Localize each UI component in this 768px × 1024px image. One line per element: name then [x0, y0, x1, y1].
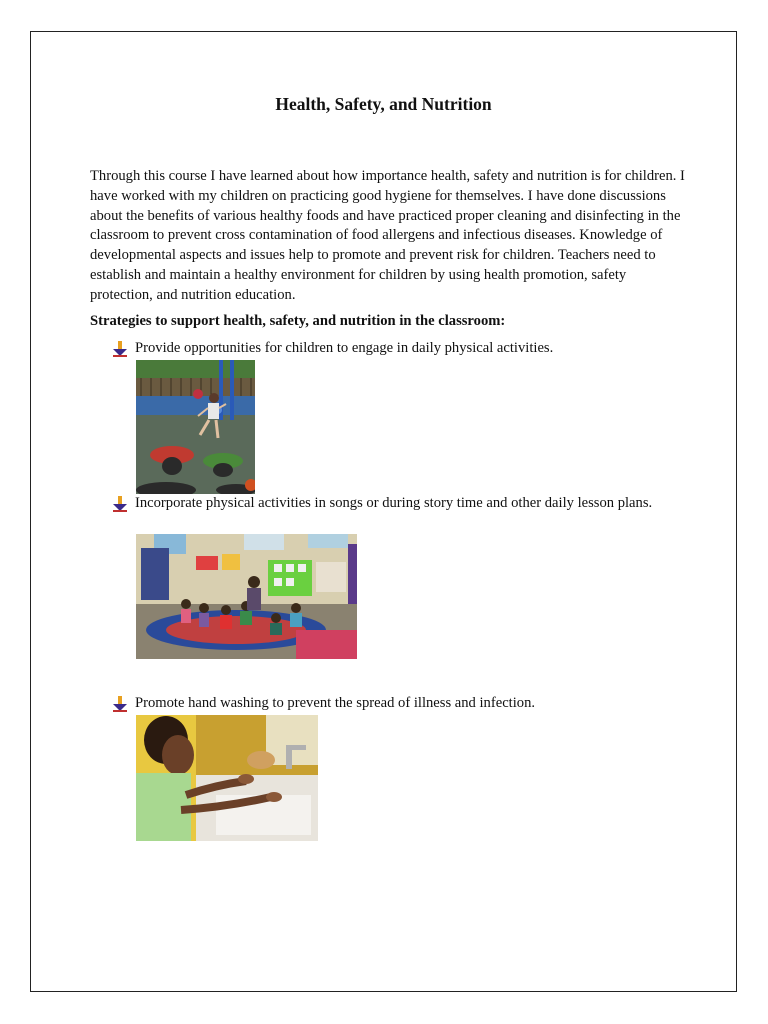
arrow-down-bullet-icon — [113, 696, 127, 712]
bullet-text: Incorporate physical activities in songs or during story time and other daily lesson plans. — [135, 495, 653, 511]
bullet-item — [113, 340, 553, 357]
bullet-item — [113, 495, 652, 512]
document-page — [30, 31, 737, 992]
bullet-text: Provide opportunities for children to engage in daily physical activities. — [135, 340, 554, 356]
child-handwashing-photo — [136, 715, 318, 841]
page-title: Health, Safety, and Nutrition — [275, 94, 492, 114]
intro-paragraph: Through this course I have learned about how importance health, safety and nutrition is for children. I have worked with my children on practicing good hygiene for themselves. I have done discussions about the benefits of various healthy foods and have practiced proper cleaning and disinfecting in the classroom to prevent cross contamination of food allergens and infectious diseases. Knowledge of developmental aspects and issues help to promote and prevent risk for children. Teachers need to establish and maintain a healthy environment for children by using health promotion, safety protection, and nutrition education. — [90, 168, 685, 303]
bullet-text: Promote hand washing to prevent the spread of illness and infection. — [135, 695, 536, 711]
strategies-heading: Strategies to support health, safety, and nutrition in the classroom: — [90, 313, 506, 329]
classroom-circle-time-photo — [136, 534, 357, 659]
child-playground-photo — [136, 360, 255, 494]
bullet-item — [113, 695, 535, 712]
arrow-down-bullet-icon — [113, 341, 127, 357]
arrow-down-bullet-icon — [113, 496, 127, 512]
